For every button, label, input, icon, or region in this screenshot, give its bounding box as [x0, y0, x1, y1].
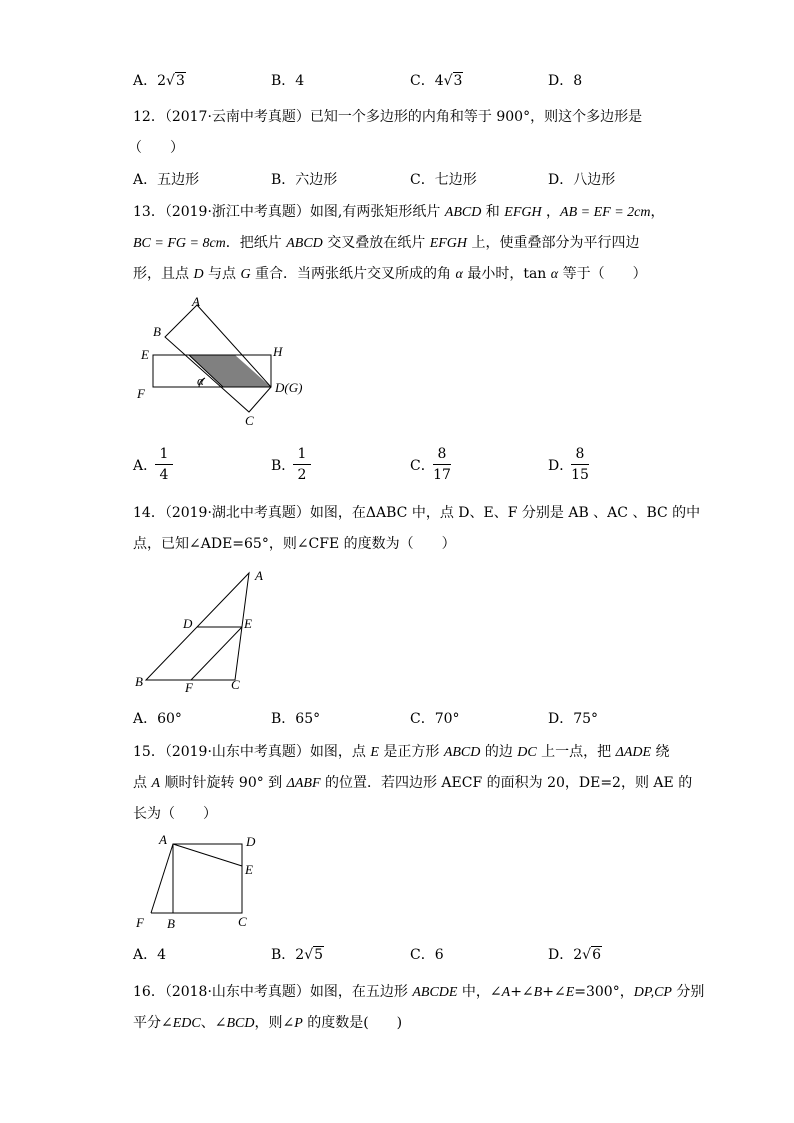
math: α	[455, 267, 463, 282]
text: 分别	[671, 984, 705, 1000]
q11-option-a	[133, 71, 186, 91]
q14-stem-line1: 14．（2019·湖北中考真题）如图，在ΔABC 中，点 D、E、F 分别是 AB 、AC 、BC 的中	[133, 505, 701, 521]
q12-option-a: A．五边形	[133, 172, 200, 188]
text: 等于（ ）	[558, 266, 647, 282]
math: ABCDE	[412, 985, 458, 1000]
label-alpha: α	[197, 373, 204, 388]
math: B	[533, 985, 543, 1000]
q13-figure	[125, 293, 305, 433]
denominator: 17	[433, 467, 451, 483]
text: ，则∠	[254, 1015, 295, 1031]
sqrt-symbol: √5	[304, 947, 324, 963]
text: 形，且点	[133, 266, 194, 282]
sqrt-symbol: √6	[582, 947, 601, 963]
math: ΔADE	[615, 745, 652, 760]
q15-figure	[125, 830, 275, 935]
fraction-bar	[433, 464, 451, 465]
q13-option-b-fraction	[290, 445, 314, 484]
q15-option-d-label: D．2	[548, 947, 583, 963]
numerator: 1	[159, 446, 169, 462]
radicand: 6	[592, 947, 601, 963]
math: E	[370, 745, 379, 760]
q15-option-d	[548, 945, 602, 965]
text: 点	[133, 775, 152, 791]
q14-option-b: B．65°	[271, 711, 321, 727]
q15-stem-line2	[133, 773, 692, 794]
label-e: E	[245, 862, 253, 877]
math: A	[151, 776, 161, 791]
denominator: 2	[297, 467, 307, 483]
q12-stem-line1: 12．（2017·云南中考真题）已知一个多边形的内角和等于 900°，则这个多边形是	[133, 109, 643, 125]
square-abcd	[173, 844, 242, 913]
math: P	[294, 1016, 303, 1031]
label-c: C	[238, 914, 247, 929]
numerator: 8	[575, 446, 585, 462]
text: 重合．当两张纸片交叉所成的角	[250, 266, 456, 282]
math: A	[501, 985, 511, 1000]
fraction-bar	[293, 464, 311, 465]
radicand: 3	[453, 73, 463, 89]
label-c: C	[231, 677, 240, 692]
q15-option-b	[271, 945, 324, 965]
q13-option-a-label: A．	[133, 458, 158, 474]
text: 16．（2018·山东中考真题）如图，在五边形	[133, 984, 413, 1000]
text: 交叉叠放在纸片	[322, 235, 430, 251]
text: 平分∠	[133, 1015, 173, 1031]
math: BC = FG = 8cm	[133, 236, 226, 251]
q13-option-d-label: D．	[548, 458, 574, 474]
text: 上一点，把	[536, 744, 616, 760]
sqrt-symbol: √3	[443, 73, 463, 89]
text: 、∠	[200, 1015, 227, 1031]
q14-option-c: C．70°	[410, 711, 460, 727]
text: ，	[541, 204, 561, 220]
text: 的边	[480, 744, 518, 760]
denominator: 4	[159, 467, 169, 483]
q11-option-b: B．4	[271, 73, 305, 89]
text: +∠	[542, 984, 566, 1000]
q15-option-c: C．6	[410, 947, 444, 963]
text: 中，∠	[457, 984, 502, 1000]
label-a: A	[192, 294, 200, 309]
math: AB = EF = 2cm	[560, 205, 651, 220]
text: 绕	[651, 744, 670, 760]
q13-stem-line2	[133, 233, 639, 254]
text: 13．（2019·浙江中考真题）如图,有两张矩形纸片	[133, 204, 445, 220]
text: 的位置．若四边形 AECF 的面积为 20，DE=2，则 AE 的	[320, 775, 693, 791]
label-f: F	[137, 386, 145, 401]
math: ABCD	[286, 236, 323, 251]
text: 上，使重叠部分为平行四边	[467, 235, 640, 251]
denominator: 15	[571, 467, 589, 483]
text: ，	[650, 204, 665, 220]
q11-option-d: D．8	[548, 73, 583, 89]
text: 和	[481, 204, 505, 220]
math: DC	[517, 745, 537, 760]
text: +∠	[510, 984, 534, 1000]
math: BCD	[226, 1016, 255, 1031]
text: 的度数是( )	[302, 1015, 403, 1031]
q14-stem-line2: 点，已知∠ADE=65°，则∠CFE 的度数为（ ）	[133, 536, 456, 552]
q15-option-a: A．4	[133, 947, 167, 963]
math: EDC	[172, 1016, 201, 1031]
q14-figure	[125, 565, 275, 695]
text: =300°，	[574, 984, 634, 1000]
q12-option-d: D．八边形	[548, 172, 616, 188]
label-b: B	[167, 916, 175, 931]
q15-stem-line3: 长为（ ）	[133, 806, 217, 822]
q14-option-a: A．60°	[133, 711, 182, 727]
sqrt-symbol: √3	[166, 73, 185, 89]
q16-stem-line1	[133, 982, 704, 1003]
math: D	[193, 267, 204, 282]
text: 15．（2019·山东中考真题）如图，点	[133, 744, 371, 760]
math: α	[550, 267, 559, 282]
q13-option-a-fraction	[152, 445, 176, 484]
segment-af	[151, 844, 173, 913]
numerator: 1	[297, 446, 307, 462]
q16-stem-line2	[133, 1013, 402, 1034]
label-d: D	[246, 834, 256, 849]
q15-stem-line1	[133, 742, 670, 763]
q11-option-c	[410, 71, 463, 91]
label-c: C	[245, 413, 254, 428]
label-f: F	[136, 915, 144, 930]
math: DP,CP	[633, 985, 672, 1000]
radicand: 5	[314, 947, 324, 963]
label-a: A	[255, 568, 263, 583]
fraction-bar	[155, 464, 173, 465]
q12-option-c: C．七边形	[410, 172, 477, 188]
q13-option-b-label: B．	[271, 458, 296, 474]
q13-stem-line3	[133, 264, 647, 285]
label-e: E	[141, 347, 149, 362]
math: EFGH	[504, 205, 542, 220]
q11-option-a-label: A．2	[133, 73, 167, 89]
text: 是正方形	[378, 744, 444, 760]
text: 与点	[203, 266, 241, 282]
label-dg: D(G)	[275, 380, 303, 395]
q13-option-c-fraction	[430, 445, 454, 484]
text: ．把纸片	[225, 235, 287, 251]
math: G	[240, 267, 251, 282]
segment-fe	[191, 627, 242, 680]
label-d: D	[183, 616, 193, 631]
label-b: B	[135, 674, 143, 689]
q12-stem-line2: （ ）	[128, 140, 184, 156]
label-f: F	[185, 680, 193, 695]
q13-option-c-label: C．	[410, 458, 435, 474]
math: ΔABF	[286, 776, 321, 791]
label-a: A	[159, 832, 167, 847]
radicand: 3	[175, 73, 185, 89]
fraction-bar	[571, 464, 589, 465]
math: E	[565, 985, 575, 1000]
segment-ae	[173, 844, 242, 866]
text: 最小时，tan	[462, 266, 551, 282]
q13-option-d-fraction	[568, 445, 592, 484]
math: EFGH	[429, 236, 468, 251]
q15-option-b-label: B．2	[271, 947, 305, 963]
q13-stem-line1	[133, 202, 664, 223]
text: 顺时针旋转 90° 到	[160, 775, 287, 791]
q12-option-b: B．六边形	[271, 172, 338, 188]
numerator: 8	[437, 446, 447, 462]
math: ABCD	[443, 745, 481, 760]
q14-option-d: D．75°	[548, 711, 599, 727]
q11-option-c-label: C．4	[410, 73, 444, 89]
label-e: E	[244, 616, 252, 631]
label-b: B	[153, 324, 161, 339]
label-h: H	[273, 344, 283, 359]
math: ABCD	[444, 205, 482, 220]
